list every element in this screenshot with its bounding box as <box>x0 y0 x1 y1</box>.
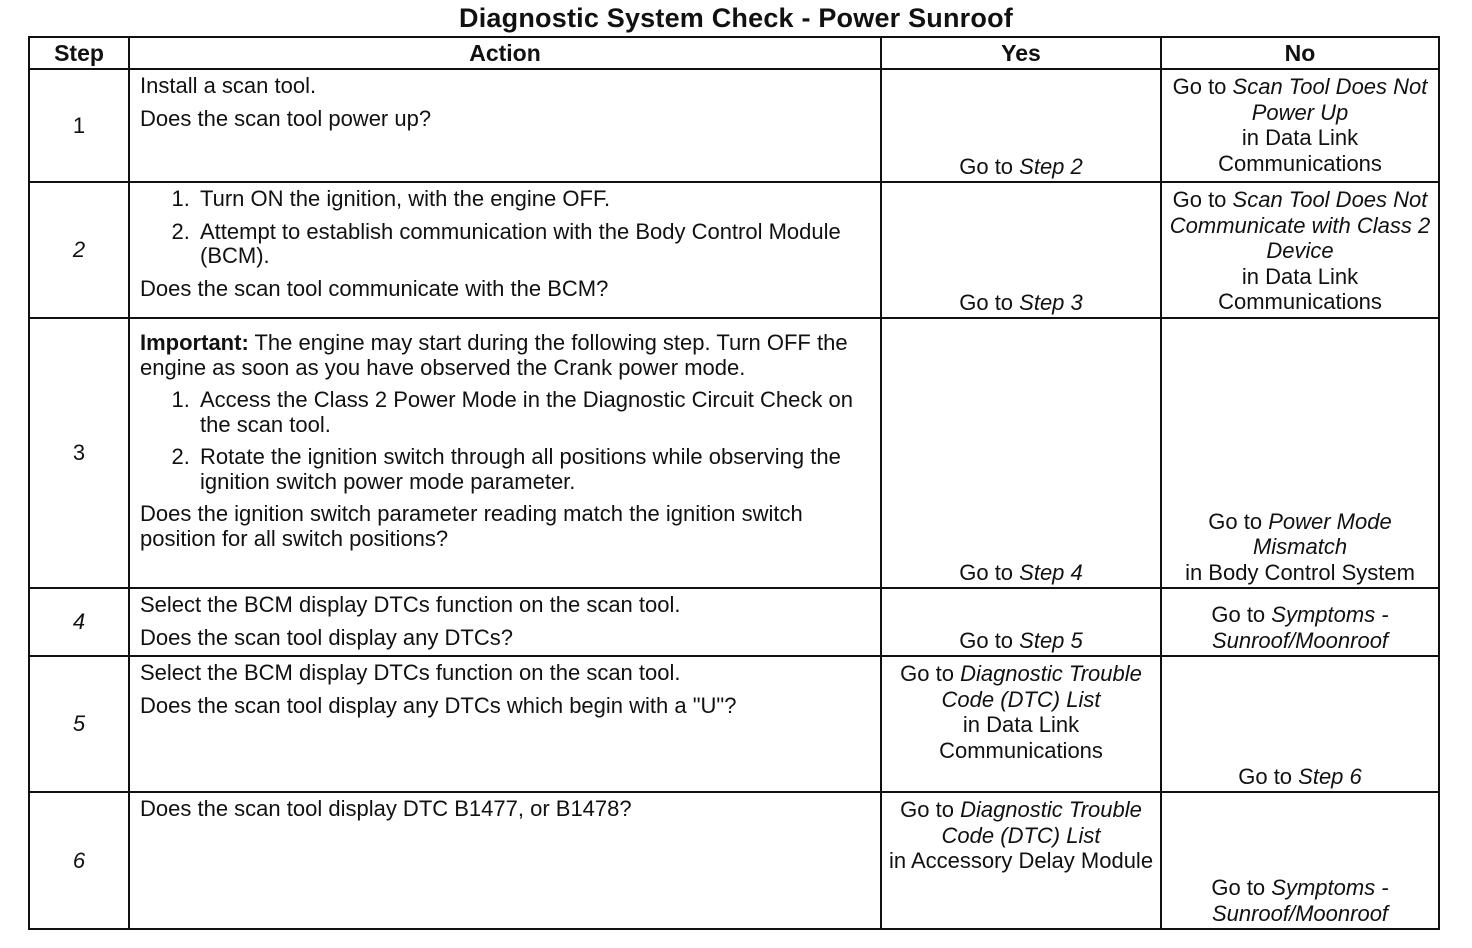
diagnostic-table <box>28 36 1440 930</box>
action-steps <box>140 388 862 494</box>
table-row <box>29 656 1439 792</box>
action-step: 2. Attempt to establish communication with the Body Control Module (BCM). <box>196 220 862 269</box>
yes-prefix: Go to <box>959 627 1020 653</box>
no-prefix: Go to <box>1172 187 1233 212</box>
no-cell <box>1161 792 1439 929</box>
action-cell <box>129 656 881 792</box>
table-row <box>29 182 1439 318</box>
step-number: 1 <box>29 69 129 182</box>
table-row <box>29 588 1439 656</box>
no-prefix: Go to <box>1211 875 1272 900</box>
no-cell <box>1161 182 1439 318</box>
yes-link[interactable]: Step 5 <box>1019 627 1083 653</box>
no-cell <box>1161 656 1439 792</box>
action-step: 1. Access the Class 2 Power Mode in the Diagnostic Circuit Check on the scan tool. <box>196 388 862 437</box>
action-cell <box>129 588 881 656</box>
no-cell <box>1161 588 1439 656</box>
no-cell <box>1161 318 1439 588</box>
action-question: Does the scan tool display DTC B1477, or B1478? <box>140 796 632 821</box>
table-header-row <box>29 37 1439 69</box>
no-prefix: Go to <box>1172 74 1233 99</box>
header-yes: Yes <box>881 37 1161 69</box>
important-note <box>140 331 862 380</box>
action-cell <box>129 182 881 318</box>
page-title: Diagnostic System Check - Power Sunroof <box>459 3 1013 33</box>
no-link[interactable]: Symptoms - Sunroof/Moonroof <box>1211 875 1389 926</box>
header-action: Action <box>129 37 881 69</box>
action-text: Select the BCM display DTCs function on the scan tool. <box>140 660 681 685</box>
action-question: Does the scan tool power up? <box>140 105 432 131</box>
yes-link[interactable]: Step 4 <box>1019 559 1083 585</box>
yes-cell <box>881 792 1161 929</box>
step-number: 2 <box>29 182 129 318</box>
action-step: 2. Rotate the ignition switch through all positions while observing the ignition switch power mode parameter. <box>196 445 862 494</box>
yes-prefix: Go to <box>959 153 1020 179</box>
table-row <box>29 69 1439 182</box>
yes-cell <box>881 182 1161 318</box>
no-prefix: Go to <box>1208 508 1269 534</box>
action-steps <box>140 187 862 269</box>
action-question: Does the scan tool display any DTCs? <box>140 624 513 650</box>
step-number: 4 <box>29 588 129 656</box>
yes-cell <box>881 69 1161 182</box>
yes-suffix: in Accessory Delay Module <box>888 848 1154 873</box>
step-number: 5 <box>29 656 129 792</box>
yes-cell <box>881 656 1161 792</box>
important-label: Important: <box>140 330 249 355</box>
action-cell <box>129 792 881 929</box>
no-link[interactable]: Scan Tool Does Not Communicate with Class 2 Device <box>1169 187 1431 263</box>
no-link[interactable]: Scan Tool Does Not Power Up <box>1232 74 1428 125</box>
action-question: Does the scan tool display any DTCs which begin with a "U"? <box>140 692 737 718</box>
no-link[interactable]: Step 6 <box>1298 763 1362 789</box>
no-suffix: in Data Link Communications <box>1218 263 1382 314</box>
no-cell <box>1161 69 1439 182</box>
action-text: Select the BCM display DTCs function on the scan tool. <box>140 592 681 617</box>
yes-prefix: Go to <box>900 797 961 822</box>
yes-prefix: Go to <box>900 661 961 686</box>
table-row <box>29 792 1439 929</box>
action-text: Install a scan tool. <box>140 73 317 98</box>
action-question: Does the scan tool communicate with the BCM? <box>140 275 609 301</box>
yes-link[interactable]: Diagnostic Trouble Code (DTC) List <box>941 797 1142 848</box>
yes-link[interactable]: Step 3 <box>1019 289 1083 315</box>
step-number: 3 <box>29 318 129 588</box>
step-number: 6 <box>29 792 129 929</box>
no-link[interactable]: Power Mode Mismatch <box>1252 508 1392 559</box>
no-prefix: Go to <box>1238 763 1299 789</box>
action-cell <box>129 318 881 588</box>
header-step: Step <box>29 37 129 69</box>
yes-cell <box>881 318 1161 588</box>
no-prefix: Go to <box>1211 602 1272 627</box>
action-question: Does the ignition switch parameter reading match the ignition switch position for all switch positions? <box>140 501 803 551</box>
table-row <box>29 318 1439 588</box>
yes-prefix: Go to <box>959 289 1020 315</box>
yes-prefix: Go to <box>959 559 1020 585</box>
action-step: 1. Turn ON the ignition, with the engine OFF. <box>196 187 862 212</box>
no-suffix: in Data Link Communications <box>1218 125 1382 176</box>
yes-suffix: in Data Link Communications <box>939 712 1103 763</box>
header-no: No <box>1161 37 1439 69</box>
yes-link[interactable]: Step 2 <box>1019 153 1083 179</box>
no-suffix: in Body Control System <box>1185 559 1415 585</box>
action-cell <box>129 69 881 182</box>
yes-link[interactable]: Diagnostic Trouble Code (DTC) List <box>941 661 1142 712</box>
yes-cell <box>881 588 1161 656</box>
important-text: The engine may start during the following step. Turn OFF the engine as soon as you have observed the Crank power mode. <box>140 330 848 380</box>
no-link[interactable]: Symptoms - Sunroof/Moonroof <box>1211 602 1389 653</box>
